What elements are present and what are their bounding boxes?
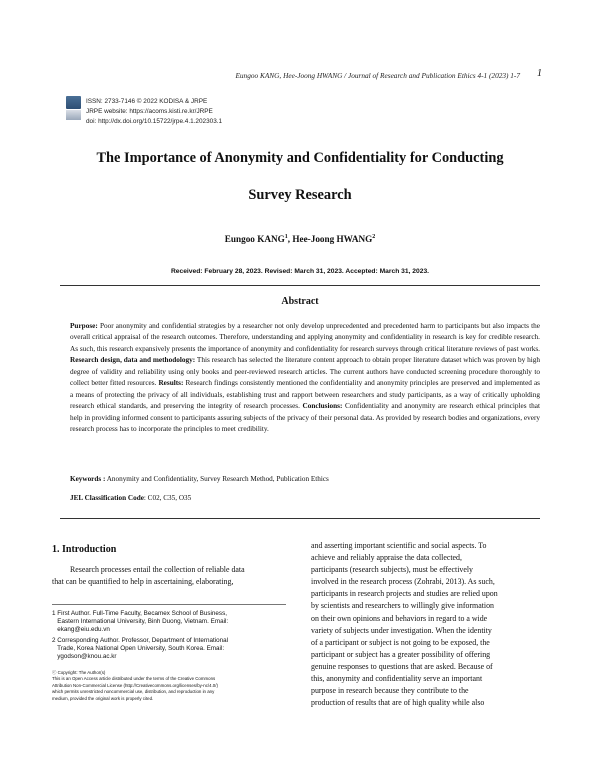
footnote-line[interactable]: ekang@eiu.edu.vn xyxy=(52,626,110,634)
right-column-text xyxy=(311,540,545,709)
text-line: that can be quantified to help in ascertaining, elaborating, xyxy=(52,577,234,587)
design-text: This research has selected the literature content approach to obtain proper literature dataset which was proven by high degree of validity and reliability using only books and peer-reviewed research articles. The current authors have conducted screening procedure thoroughly to collect better fitted resources. xyxy=(70,356,540,388)
left-column-text xyxy=(52,564,288,588)
purpose-label: Purpose: xyxy=(70,322,98,330)
keywords xyxy=(70,475,329,483)
license-line: which permits unrestricted noncommercial use, distribution, and reproduction in any xyxy=(52,689,215,695)
running-head: Eungoo KANG, Hee-Joong HWANG / Journal of Research and Publication Ethics 4-1 (2023) 1-7 xyxy=(235,71,520,80)
text-line: variety of subjects under investigation. When the identity xyxy=(311,625,492,635)
abstract-body xyxy=(70,321,540,436)
journal-logo-icon xyxy=(66,96,81,109)
text-line: purpose in research because they contribute to the xyxy=(311,686,469,696)
purpose-text: Poor anonymity and confidential strategies by a researcher not only develop unprecedented and precedented harm to participants but also impacts the overall critical appraisal of the research outcomes. Therefore, understanding and applying anonymity and confidentiality in research is key for credible research. As such, this research expansively presents the importance of anonymity and confidentiality for research surveys through critical literature reviews of past works. xyxy=(70,322,540,353)
text-line: by scientists and researchers to willingly give information xyxy=(311,601,494,611)
results-label: Results: xyxy=(158,379,184,388)
text-line: participant or subject has a greater possibility of offering xyxy=(311,649,491,659)
abstract-bottom-divider xyxy=(60,518,540,519)
text-line: Research processes entail the collection of reliable data xyxy=(70,565,245,574)
author-2-affil: 2 xyxy=(372,234,376,240)
text-line: this, anonymity and confidentiality serve an important xyxy=(311,674,483,684)
conclusions-text: Confidentiality and anonymity are research ethical principles that help in providing informed consent to participants assuring subjects of the privacy of their personal data. As provided by research bodies and organizations, every research process has to incorporate the principles to meet credibility. xyxy=(70,402,540,434)
copyright-notice xyxy=(52,670,292,702)
author-1: Eungoo KANG xyxy=(224,234,285,245)
paper-title-line-1: The Importance of Anonymity and Confidentiality for Conducting xyxy=(96,150,504,166)
received-dates: Received: February 28, 2023. Revised: March 31, 2023. Accepted: March 31, 2023. xyxy=(170,268,430,275)
conclusions-label: Conclusions: xyxy=(302,402,343,411)
footnote-line: 1 First Author. Full-Time Faculty, Becamex School of Business, xyxy=(52,610,227,617)
jel-text: : C02, C35, O35 xyxy=(143,494,192,502)
license-line: medium, provided the original work is properly cited. xyxy=(52,695,154,701)
copyright-line: ⓒ Copyright: The Author(s) xyxy=(52,670,106,675)
text-line: involved in the research process (Zohrabi, 2013). As such, xyxy=(311,577,495,587)
website-line[interactable]: JRPE website: https://acoms.kisti.re.kr/JRPE xyxy=(86,108,213,115)
footnote-line[interactable]: ygodson@knou.ac.kr xyxy=(52,653,117,661)
jel-codes xyxy=(70,494,191,502)
text-line: of a participant or subject is not going to be exposed, the xyxy=(311,637,490,647)
author-1-affil: 1 xyxy=(284,234,288,240)
paper-title-line-2: Survey Research xyxy=(248,187,352,203)
text-line: achieve and reliably appraise the data collected, xyxy=(311,553,462,563)
text-line: genuine responses to questions that are asked. Because of xyxy=(311,661,493,671)
journal-logo-base-icon xyxy=(66,110,81,120)
text-line: on their own opinions and behaviors in regard to a wide xyxy=(311,613,488,623)
footnote-2 xyxy=(52,637,284,662)
footnote-line: 2 Corresponding Author. Professor, Department of International xyxy=(52,637,229,644)
footnote-line: Trade, Korea National Open University, South Korea. Email: xyxy=(52,645,225,653)
text-line: participants (research subjects), must be effectively xyxy=(311,565,473,575)
results-text: Research findings consistently mentioned the confidentiality and anonymity principles are preserved and implemented as a means of protecting the privacy of all individuals, establishing trust and rapport between researchers and study participants, as a way of critically upholding research ethical standards, and preserving the integrity of research processes. xyxy=(70,379,540,411)
footnote-line: Eastern International University, Binh Duong, Vietnam. Email: xyxy=(52,618,229,626)
top-divider xyxy=(60,285,540,286)
author-list xyxy=(40,234,560,244)
author-separator: , xyxy=(287,234,293,245)
section-heading-introduction: 1. Introduction xyxy=(52,544,117,555)
footnote-1 xyxy=(52,610,284,635)
license-line: This is an Open Access article distributed under the terms of the Creative Commons xyxy=(52,676,216,682)
issn-line: ISSN: 2733-7146 © 2022 KODISA & JRPE xyxy=(86,98,208,105)
keywords-text: Anonymity and Confidentiality, Survey Research Method, Publication Ethics xyxy=(105,475,329,483)
abstract-heading: Abstract xyxy=(281,296,319,307)
page-number: 1 xyxy=(537,68,542,79)
license-line[interactable]: Attribution Non-Commercial License (http://Creativecommons.org/licenses/by-nc/4.0/) xyxy=(52,682,218,688)
text-line: production of results that are of high quality while also xyxy=(311,698,485,708)
doi-line[interactable]: doi: http://dx.doi.org/10.15722/jrpe.4.1.202303.1 xyxy=(86,118,223,125)
footnote-divider xyxy=(52,604,286,605)
design-label: Research design, data and methodology: xyxy=(70,356,196,365)
author-2: Hee-Joong HWANG xyxy=(292,234,373,245)
text-line: and asserting important scientific and social aspects. To xyxy=(311,541,487,550)
keywords-label: Keywords : xyxy=(70,475,106,483)
text-line: participants in research projects and studies are relied upon xyxy=(311,589,498,599)
jel-label: JEL Classification Code xyxy=(70,494,144,502)
